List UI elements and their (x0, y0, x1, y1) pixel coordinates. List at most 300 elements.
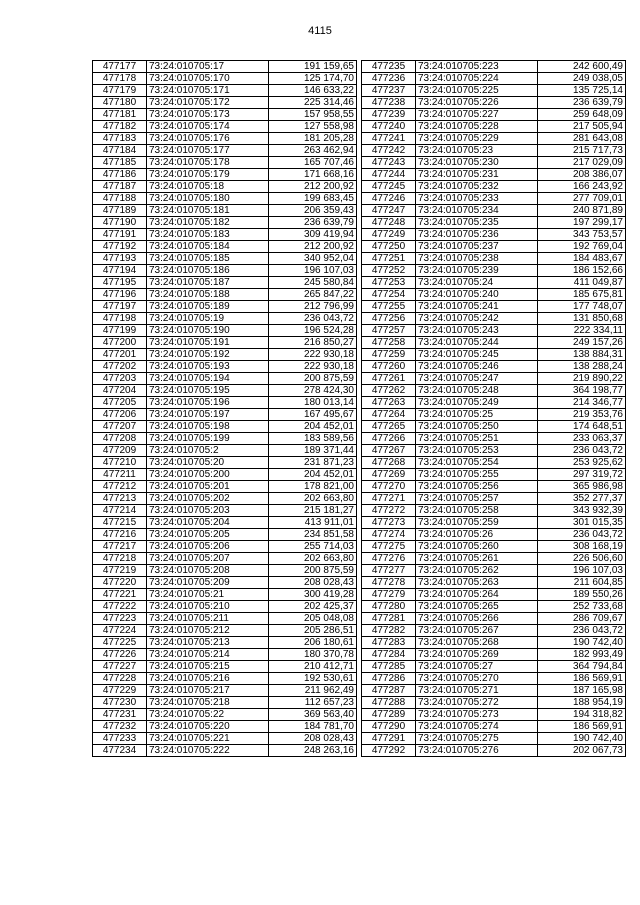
value-cell: 309 419,94 (269, 229, 357, 241)
row-number-cell: 477248 (362, 217, 416, 229)
cadastral-number-cell: 73:24:010705:26 (416, 529, 538, 541)
table-row (93, 493, 357, 505)
cadastral-number-cell: 73:24:010705:195 (147, 385, 269, 397)
cadastral-number-cell: 73:24:010705:186 (147, 265, 269, 277)
row-number-cell: 477188 (93, 193, 147, 205)
value-cell: 233 063,37 (538, 433, 626, 445)
row-number-cell: 477226 (93, 649, 147, 661)
value-cell: 184 483,67 (538, 253, 626, 265)
row-number-cell: 477235 (362, 61, 416, 73)
value-cell: 196 107,03 (538, 565, 626, 577)
value-cell: 281 643,08 (538, 133, 626, 145)
cadastral-table-right (361, 60, 626, 757)
cadastral-number-cell: 73:24:010705:19 (147, 313, 269, 325)
row-number-cell: 477287 (362, 685, 416, 697)
table-row (93, 637, 357, 649)
value-cell: 215 181,27 (269, 505, 357, 517)
row-number-cell: 477274 (362, 529, 416, 541)
table-row (362, 205, 626, 217)
cadastral-number-cell: 73:24:010705:251 (416, 433, 538, 445)
cadastral-number-cell: 73:24:010705:222 (147, 745, 269, 757)
table-row (93, 505, 357, 517)
table-row (362, 73, 626, 85)
value-cell: 211 604,85 (538, 577, 626, 589)
value-cell: 205 286,51 (269, 625, 357, 637)
value-cell: 204 452,01 (269, 469, 357, 481)
table-row (93, 589, 357, 601)
table-row (93, 109, 357, 121)
cadastral-number-cell: 73:24:010705:172 (147, 97, 269, 109)
value-cell: 178 821,00 (269, 481, 357, 493)
value-cell: 343 753,57 (538, 229, 626, 241)
table-row (93, 337, 357, 349)
cadastral-number-cell: 73:24:010705:208 (147, 565, 269, 577)
value-cell: 138 288,24 (538, 361, 626, 373)
value-cell: 157 958,55 (269, 109, 357, 121)
value-cell: 200 875,59 (269, 373, 357, 385)
cadastral-number-cell: 73:24:010705:218 (147, 697, 269, 709)
row-number-cell: 477263 (362, 397, 416, 409)
table-row (362, 673, 626, 685)
table-row (362, 505, 626, 517)
value-cell: 236 043,72 (269, 313, 357, 325)
cadastral-number-cell: 73:24:010705:266 (416, 613, 538, 625)
table-row (93, 133, 357, 145)
cadastral-number-cell: 73:24:010705:197 (147, 409, 269, 421)
row-number-cell: 477196 (93, 289, 147, 301)
value-cell: 253 925,62 (538, 457, 626, 469)
row-number-cell: 477242 (362, 145, 416, 157)
cadastral-number-cell: 73:24:010705:241 (416, 301, 538, 313)
row-number-cell: 477270 (362, 481, 416, 493)
table-row (93, 565, 357, 577)
table-row (362, 637, 626, 649)
value-cell: 206 180,61 (269, 637, 357, 649)
table-row (362, 745, 626, 757)
table-row (93, 253, 357, 265)
value-cell: 185 675,81 (538, 289, 626, 301)
table-row (362, 517, 626, 529)
row-number-cell: 477216 (93, 529, 147, 541)
value-cell: 236 043,72 (538, 625, 626, 637)
row-number-cell: 477280 (362, 601, 416, 613)
table-row (362, 661, 626, 673)
table-row (362, 97, 626, 109)
row-number-cell: 477227 (93, 661, 147, 673)
row-number-cell: 477250 (362, 241, 416, 253)
cadastral-number-cell: 73:24:010705:180 (147, 193, 269, 205)
row-number-cell: 477276 (362, 553, 416, 565)
value-cell: 225 314,46 (269, 97, 357, 109)
table-row (362, 613, 626, 625)
row-number-cell: 477258 (362, 337, 416, 349)
table-row (93, 625, 357, 637)
table-row (362, 409, 626, 421)
table-row (93, 685, 357, 697)
value-cell: 278 424,30 (269, 385, 357, 397)
cadastral-number-cell: 73:24:010705:243 (416, 325, 538, 337)
cadastral-number-cell: 73:24:010705:246 (416, 361, 538, 373)
cadastral-number-cell: 73:24:010705:194 (147, 373, 269, 385)
cadastral-number-cell: 73:24:010705:23 (416, 145, 538, 157)
cadastral-number-cell: 73:24:010705:206 (147, 541, 269, 553)
cadastral-number-cell: 73:24:010705:256 (416, 481, 538, 493)
cadastral-number-cell: 73:24:010705:174 (147, 121, 269, 133)
value-cell: 205 048,08 (269, 613, 357, 625)
value-cell: 219 890,22 (538, 373, 626, 385)
row-number-cell: 477289 (362, 709, 416, 721)
cadastral-number-cell: 73:24:010705:205 (147, 529, 269, 541)
table-row (362, 325, 626, 337)
table-row (362, 685, 626, 697)
table-row (362, 481, 626, 493)
table-row (362, 169, 626, 181)
table-row (362, 241, 626, 253)
value-cell: 413 911,01 (269, 517, 357, 529)
row-number-cell: 477232 (93, 721, 147, 733)
cadastral-number-cell: 73:24:010705:24 (416, 277, 538, 289)
cadastral-number-cell: 73:24:010705:223 (416, 61, 538, 73)
cadastral-number-cell: 73:24:010705:271 (416, 685, 538, 697)
cadastral-number-cell: 73:24:010705:238 (416, 253, 538, 265)
value-cell: 131 850,68 (538, 313, 626, 325)
table-row (93, 409, 357, 421)
row-number-cell: 477228 (93, 673, 147, 685)
cadastral-number-cell: 73:24:010705:192 (147, 349, 269, 361)
cadastral-number-cell: 73:24:010705:20 (147, 457, 269, 469)
row-number-cell: 477225 (93, 637, 147, 649)
row-number-cell: 477183 (93, 133, 147, 145)
row-number-cell: 477190 (93, 217, 147, 229)
row-number-cell: 477205 (93, 397, 147, 409)
table-row (362, 469, 626, 481)
value-cell: 255 714,03 (269, 541, 357, 553)
value-cell: 234 851,58 (269, 529, 357, 541)
row-number-cell: 477237 (362, 85, 416, 97)
cadastral-number-cell: 73:24:010705:212 (147, 625, 269, 637)
table-row (93, 541, 357, 553)
value-cell: 180 370,78 (269, 649, 357, 661)
cadastral-number-cell: 73:24:010705:215 (147, 661, 269, 673)
table-row (93, 649, 357, 661)
table-row (362, 709, 626, 721)
row-number-cell: 477187 (93, 181, 147, 193)
row-number-cell: 477255 (362, 301, 416, 313)
value-cell: 236 639,79 (538, 97, 626, 109)
table-row (93, 553, 357, 565)
value-cell: 127 558,98 (269, 121, 357, 133)
value-cell: 165 707,46 (269, 157, 357, 169)
cadastral-number-cell: 73:24:010705:183 (147, 229, 269, 241)
value-cell: 189 550,26 (538, 589, 626, 601)
cadastral-number-cell: 73:24:010705:270 (416, 673, 538, 685)
row-number-cell: 477240 (362, 121, 416, 133)
value-cell: 112 657,23 (269, 697, 357, 709)
cadastral-number-cell: 73:24:010705:220 (147, 721, 269, 733)
row-number-cell: 477254 (362, 289, 416, 301)
row-number-cell: 477191 (93, 229, 147, 241)
row-number-cell: 477257 (362, 325, 416, 337)
cadastral-table-left (92, 60, 357, 757)
table-row (93, 205, 357, 217)
row-number-cell: 477241 (362, 133, 416, 145)
value-cell: 186 569,91 (538, 721, 626, 733)
row-number-cell: 477251 (362, 253, 416, 265)
cadastral-number-cell: 73:24:010705:247 (416, 373, 538, 385)
value-cell: 219 353,76 (538, 409, 626, 421)
value-cell: 202 663,80 (269, 493, 357, 505)
table-row (93, 181, 357, 193)
row-number-cell: 477194 (93, 265, 147, 277)
row-number-cell: 477266 (362, 433, 416, 445)
value-cell: 236 043,72 (538, 445, 626, 457)
cadastral-number-cell: 73:24:010705:176 (147, 133, 269, 145)
cadastral-number-cell: 73:24:010705:27 (416, 661, 538, 673)
value-cell: 240 871,89 (538, 205, 626, 217)
value-cell: 308 168,19 (538, 541, 626, 553)
row-number-cell: 477208 (93, 433, 147, 445)
value-cell: 125 174,70 (269, 73, 357, 85)
row-number-cell: 477192 (93, 241, 147, 253)
cadastral-number-cell: 73:24:010705:209 (147, 577, 269, 589)
table-row (362, 373, 626, 385)
table-row (362, 721, 626, 733)
cadastral-number-cell: 73:24:010705:276 (416, 745, 538, 757)
cadastral-number-cell: 73:24:010705:191 (147, 337, 269, 349)
row-number-cell: 477210 (93, 457, 147, 469)
cadastral-number-cell: 73:24:010705:258 (416, 505, 538, 517)
cadastral-number-cell: 73:24:010705:231 (416, 169, 538, 181)
cadastral-number-cell: 73:24:010705:188 (147, 289, 269, 301)
row-number-cell: 477291 (362, 733, 416, 745)
value-cell: 138 884,31 (538, 349, 626, 361)
page-number: 4115 (308, 25, 332, 37)
table-row (362, 145, 626, 157)
table-row (362, 361, 626, 373)
table-row (362, 61, 626, 73)
table-row (362, 529, 626, 541)
table-row (93, 85, 357, 97)
table-row (93, 697, 357, 709)
row-number-cell: 477247 (362, 205, 416, 217)
row-number-cell: 477224 (93, 625, 147, 637)
value-cell: 186 569,91 (538, 673, 626, 685)
row-number-cell: 477284 (362, 649, 416, 661)
cadastral-number-cell: 73:24:010705:262 (416, 565, 538, 577)
value-cell: 231 871,23 (269, 457, 357, 469)
table-row (93, 385, 357, 397)
table-row (93, 469, 357, 481)
table-row (362, 457, 626, 469)
cadastral-number-cell: 73:24:010705:210 (147, 601, 269, 613)
value-cell: 300 419,28 (269, 589, 357, 601)
row-number-cell: 477288 (362, 697, 416, 709)
table-row (93, 733, 357, 745)
cadastral-number-cell: 73:24:010705:182 (147, 217, 269, 229)
cadastral-number-cell: 73:24:010705:216 (147, 673, 269, 685)
value-cell: 192 530,61 (269, 673, 357, 685)
value-cell: 171 668,16 (269, 169, 357, 181)
row-number-cell: 477186 (93, 169, 147, 181)
table-row (93, 673, 357, 685)
table-row (93, 373, 357, 385)
cadastral-number-cell: 73:24:010705:225 (416, 85, 538, 97)
cadastral-number-cell: 73:24:010705:272 (416, 697, 538, 709)
table-row (93, 157, 357, 169)
table-row (362, 445, 626, 457)
table-row (362, 229, 626, 241)
row-number-cell: 477223 (93, 613, 147, 625)
cadastral-number-cell: 73:24:010705:214 (147, 649, 269, 661)
table-row (93, 577, 357, 589)
value-cell: 259 648,09 (538, 109, 626, 121)
table-row (362, 697, 626, 709)
cadastral-number-cell: 73:24:010705:21 (147, 589, 269, 601)
cadastral-number-cell: 73:24:010705:201 (147, 481, 269, 493)
value-cell: 263 462,94 (269, 145, 357, 157)
row-number-cell: 477180 (93, 97, 147, 109)
row-number-cell: 477243 (362, 157, 416, 169)
row-number-cell: 477259 (362, 349, 416, 361)
cadastral-number-cell: 73:24:010705:249 (416, 397, 538, 409)
value-cell: 186 152,66 (538, 265, 626, 277)
value-cell: 183 589,56 (269, 433, 357, 445)
value-cell: 222 930,18 (269, 349, 357, 361)
cadastral-number-cell: 73:24:010705:265 (416, 601, 538, 613)
row-number-cell: 477236 (362, 73, 416, 85)
row-number-cell: 477177 (93, 61, 147, 73)
value-cell: 202 663,80 (269, 553, 357, 565)
value-cell: 177 748,07 (538, 301, 626, 313)
table-row (362, 253, 626, 265)
table-row (93, 433, 357, 445)
row-number-cell: 477201 (93, 349, 147, 361)
row-number-cell: 477283 (362, 637, 416, 649)
value-cell: 242 600,49 (538, 61, 626, 73)
table-row (362, 265, 626, 277)
cadastral-number-cell: 73:24:010705:273 (416, 709, 538, 721)
cadastral-number-cell: 73:24:010705:199 (147, 433, 269, 445)
row-number-cell: 477238 (362, 97, 416, 109)
value-cell: 180 013,14 (269, 397, 357, 409)
row-number-cell: 477203 (93, 373, 147, 385)
row-number-cell: 477292 (362, 745, 416, 757)
cadastral-number-cell: 73:24:010705:187 (147, 277, 269, 289)
table-row (93, 265, 357, 277)
table-row (362, 493, 626, 505)
cadastral-number-cell: 73:24:010705:178 (147, 157, 269, 169)
value-cell: 194 318,82 (538, 709, 626, 721)
table-row (362, 193, 626, 205)
row-number-cell: 477256 (362, 313, 416, 325)
row-number-cell: 477277 (362, 565, 416, 577)
table-row (93, 121, 357, 133)
cadastral-number-cell: 73:24:010705:254 (416, 457, 538, 469)
cadastral-number-cell: 73:24:010705:245 (416, 349, 538, 361)
value-cell: 211 962,49 (269, 685, 357, 697)
table-row (362, 157, 626, 169)
value-cell: 206 359,43 (269, 205, 357, 217)
table-row (362, 109, 626, 121)
cadastral-number-cell: 73:24:010705:25 (416, 409, 538, 421)
value-cell: 215 717,73 (538, 145, 626, 157)
cadastral-number-cell: 73:24:010705:196 (147, 397, 269, 409)
cadastral-number-cell: 73:24:010705:228 (416, 121, 538, 133)
row-number-cell: 477268 (362, 457, 416, 469)
cadastral-number-cell: 73:24:010705:213 (147, 637, 269, 649)
row-number-cell: 477209 (93, 445, 147, 457)
row-number-cell: 477222 (93, 601, 147, 613)
value-cell: 189 371,44 (269, 445, 357, 457)
row-number-cell: 477214 (93, 505, 147, 517)
row-number-cell: 477286 (362, 673, 416, 685)
value-cell: 352 277,37 (538, 493, 626, 505)
row-number-cell: 477202 (93, 361, 147, 373)
row-number-cell: 477213 (93, 493, 147, 505)
cadastral-number-cell: 73:24:010705:227 (416, 109, 538, 121)
table-row (362, 121, 626, 133)
value-cell: 236 639,79 (269, 217, 357, 229)
table-row (93, 529, 357, 541)
cadastral-number-cell: 73:24:010705:233 (416, 193, 538, 205)
row-number-cell: 477290 (362, 721, 416, 733)
row-number-cell: 477278 (362, 577, 416, 589)
table-row (93, 721, 357, 733)
table-row (93, 421, 357, 433)
table-row (362, 589, 626, 601)
row-number-cell: 477275 (362, 541, 416, 553)
value-cell: 265 847,22 (269, 289, 357, 301)
value-cell: 208 386,07 (538, 169, 626, 181)
table-row (93, 169, 357, 181)
cadastral-number-cell: 73:24:010705:177 (147, 145, 269, 157)
value-cell: 192 769,04 (538, 241, 626, 253)
row-number-cell: 477198 (93, 313, 147, 325)
cadastral-number-cell: 73:24:010705:198 (147, 421, 269, 433)
row-number-cell: 477234 (93, 745, 147, 757)
table-row (362, 541, 626, 553)
cadastral-number-cell: 73:24:010705:255 (416, 469, 538, 481)
cadastral-number-cell: 73:24:010705:261 (416, 553, 538, 565)
cadastral-number-cell: 73:24:010705:179 (147, 169, 269, 181)
row-number-cell: 477272 (362, 505, 416, 517)
cadastral-number-cell: 73:24:010705:181 (147, 205, 269, 217)
row-number-cell: 477285 (362, 661, 416, 673)
row-number-cell: 477253 (362, 277, 416, 289)
value-cell: 190 742,40 (538, 637, 626, 649)
value-cell: 301 015,35 (538, 517, 626, 529)
row-number-cell: 477215 (93, 517, 147, 529)
table-row (93, 457, 357, 469)
value-cell: 204 452,01 (269, 421, 357, 433)
value-cell: 365 986,98 (538, 481, 626, 493)
cadastral-number-cell: 73:24:010705:173 (147, 109, 269, 121)
row-number-cell: 477179 (93, 85, 147, 97)
row-number-cell: 477204 (93, 385, 147, 397)
table-row (93, 709, 357, 721)
value-cell: 212 796,99 (269, 301, 357, 313)
table-row (93, 193, 357, 205)
row-number-cell: 477273 (362, 517, 416, 529)
table-row (93, 481, 357, 493)
table-row (93, 313, 357, 325)
cadastral-number-cell: 73:24:010705:260 (416, 541, 538, 553)
value-cell: 297 319,72 (538, 469, 626, 481)
table-row (362, 337, 626, 349)
table-row (93, 601, 357, 613)
cadastral-number-cell: 73:24:010705:237 (416, 241, 538, 253)
value-cell: 167 495,67 (269, 409, 357, 421)
